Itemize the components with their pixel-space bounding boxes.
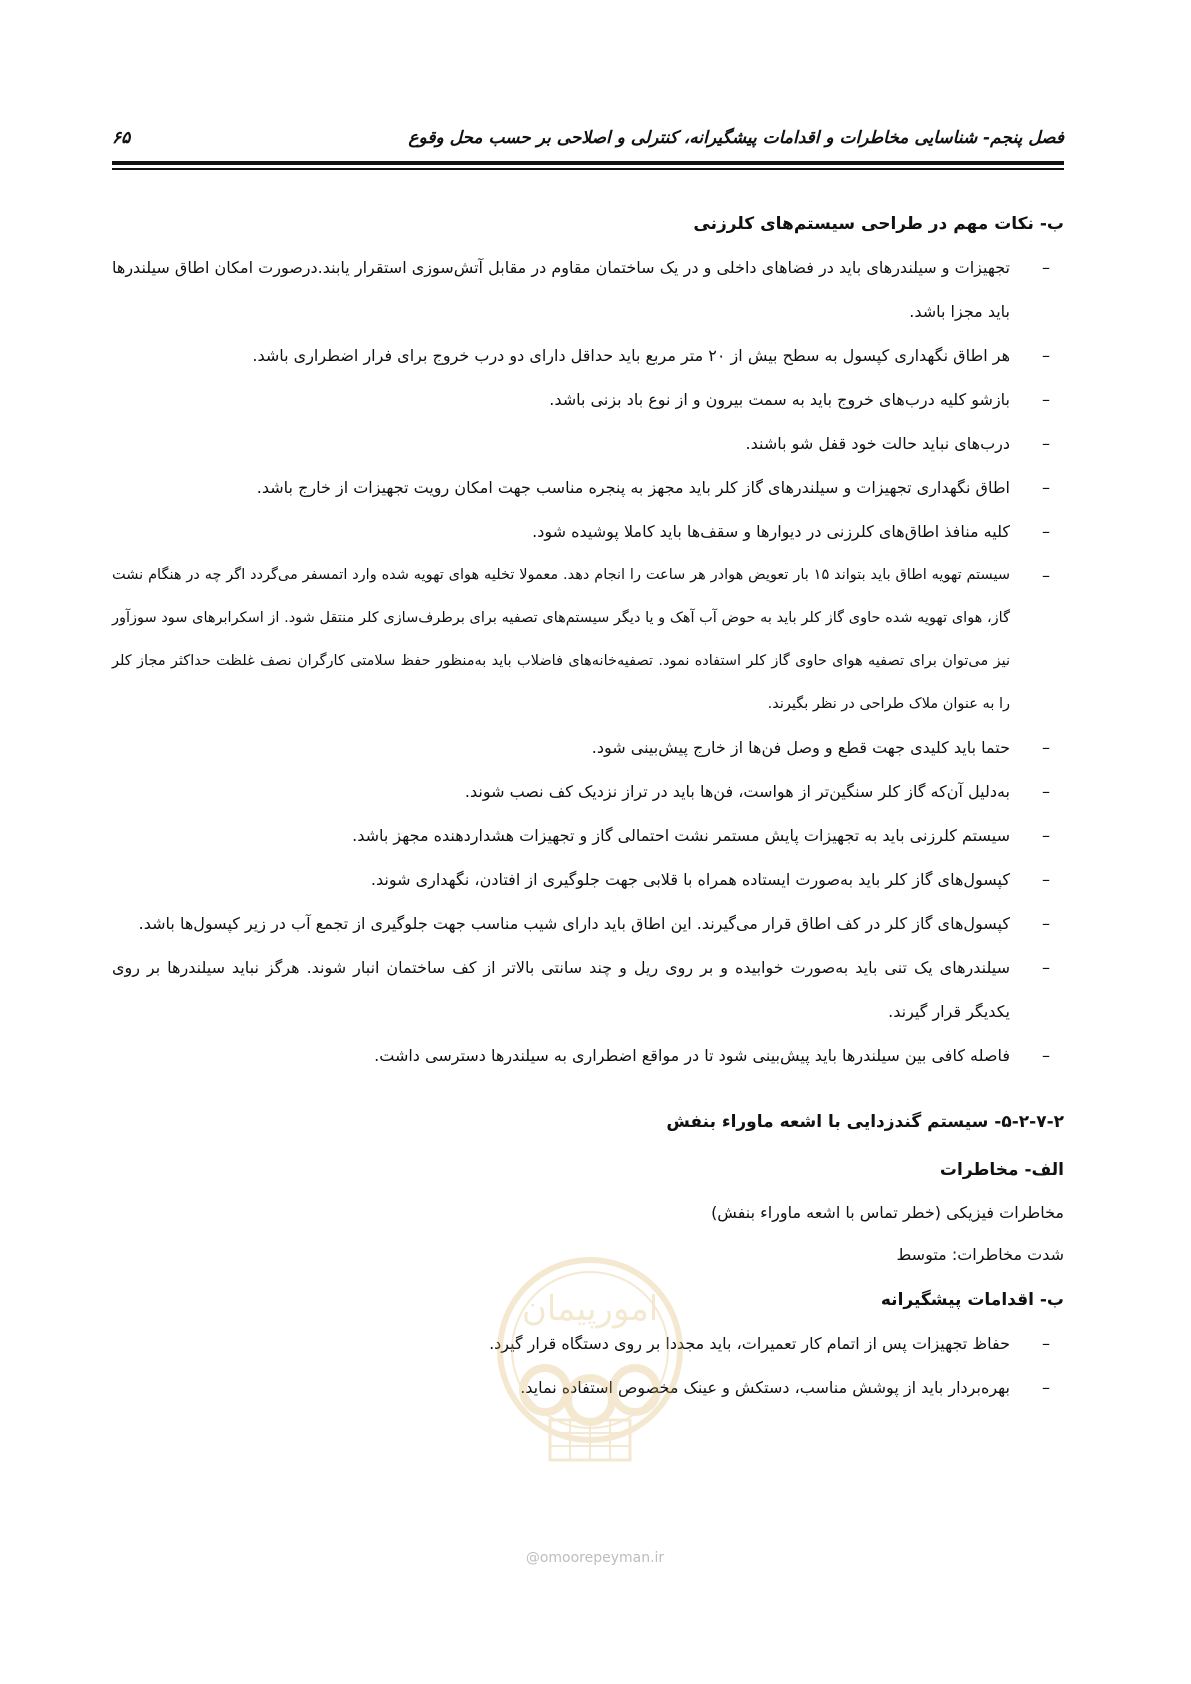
page-number: ۶۵	[112, 128, 131, 148]
dash-bullet: –	[1042, 390, 1050, 409]
list-item: – حتما باید کلیدی جهت قطع و وصل فن‌ها از خارج پیش‌بینی شود.	[112, 726, 1064, 770]
section-b-heading: ب- نکات مهم در طراحی سیستم‌های کلرزنی	[693, 214, 1064, 234]
list-item: – فاصله کافی بین سیلندرها باید پیش‌بینی شود تا در مواقع اضطراری به سیلندرها دسترسی داشت.	[112, 1034, 1064, 1078]
list-item: – سیستم تهویه اطاق باید بتواند ۱۵ بار تعویض هوادر هر ساعت را انجام دهد. معمولا تخلیه هوای تهویه شده وارد اتمسفر می‌گردد اگر چه در هنگام نشت گاز، هوای تهویه شده حاوی گاز کلر باید به حوض آب آهک و یا دیگر سیستم‌های تصفیه برای برطرف‌سازی کلر منتقل شود. از اسکرابرهای سود سوزآور نیز می‌توان برای تصفیه هوای حاوی گاز کلر استفاده نمود. تصفیه‌خانه‌های فاضلاب باید به‌منظور حفظ سلامتی کارگران نصف غلظت حداکثر مجاز کلر را به عنوان ملاک طراحی در نظر بگیرند.	[112, 554, 1064, 726]
list-item: – هر اطاق نگهداری کپسول به سطح بیش از ۲۰ متر مربع باید حداقل دارای دو درب خروج برای فرار اضطراری باشد.	[112, 334, 1064, 378]
header-rule-thick	[112, 161, 1064, 165]
prevention-heading: ب- اقدامات پیشگیرانه	[880, 1290, 1064, 1310]
list-item: – سیلندرهای یک تنی باید به‌صورت خوابیده و بر روی ریل و چند سانتی بالاتر از کف ساختمان انبار شوند. هرگز نباید سیلندرها بر روی یکدیگر قرار گیرند.	[112, 946, 1064, 1034]
dash-bullet: –	[1042, 434, 1050, 453]
dash-bullet: –	[1042, 1046, 1050, 1065]
dash-bullet: –	[1042, 826, 1050, 845]
list-item: – درب‌های نباید حالت خود قفل شو باشند.	[112, 422, 1064, 466]
dash-bullet: –	[1042, 958, 1050, 977]
dash-bullet: –	[1042, 346, 1050, 365]
watermark-logo-text: امورپیمان	[521, 1289, 659, 1329]
chapter-title: فصل پنجم- شناسایی مخاطرات و اقدامات پیشگیرانه، کنترلی و اصلاحی بر حسب محل وقوع	[408, 128, 1064, 148]
section-uv-heading: ۵-۲-۷-۲- سیستم گندزدایی با اشعه ماوراء بنفش	[666, 1112, 1064, 1132]
dash-bullet: –	[1042, 914, 1050, 933]
hazard-severity: شدت مخاطرات: متوسط	[896, 1245, 1064, 1264]
list-item: – بهره‌بردار باید از پوشش مناسب، دستکش و عینک مخصوص استفاده نماید.	[112, 1366, 1064, 1410]
hazards-heading: الف- مخاطرات	[939, 1160, 1064, 1180]
watermark-logo-icon	[490, 1250, 690, 1490]
dash-bullet: –	[1042, 870, 1050, 889]
dash-bullet: –	[1042, 1334, 1050, 1353]
list-item: – حفاظ تجهیزات پس از اتمام کار تعمیرات، باید مجددا بر روی دستگاه قرار گیرد.	[112, 1322, 1064, 1366]
hazard-type: مخاطرات فیزیکی (خطر تماس با اشعه ماوراء بنفش)	[711, 1203, 1064, 1222]
dash-bullet: –	[1042, 522, 1050, 541]
list-item: – کپسول‌های گاز کلر باید به‌صورت ایستاده همراه با قلابی جهت جلوگیری از افتادن، نگهداری شوند.	[112, 858, 1064, 902]
list-item: – بازشو کلیه درب‌های خروج باید به سمت بیرون و از نوع باد بزنی باشد.	[112, 378, 1064, 422]
list-item: – سیستم کلرزنی باید به تجهیزات پایش مستمر نشت احتمالی گاز و تجهیزات هشداردهنده مجهز باشد.	[112, 814, 1064, 858]
dash-bullet: –	[1042, 258, 1050, 277]
list-item: – به‌دلیل آن‌که گاز کلر سنگین‌تر از هواست، فن‌ها باید در تراز نزدیک کف نصب شوند.	[112, 770, 1064, 814]
list-item: – اطاق نگهداری تجهیزات و سیلندرهای گاز کلر باید مجهز به پنجره مناسب جهت امکان رویت تجهیزات از خارج باشد.	[112, 466, 1064, 510]
dash-bullet: –	[1042, 1378, 1050, 1397]
page-content	[112, 214, 1064, 1410]
header-rule-thin	[112, 168, 1064, 170]
list-item: – کلیه منافذ اطاق‌های کلرزنی در دیوارها و سقف‌ها باید کاملا پوشیده شود.	[112, 510, 1064, 554]
list-item: – کپسول‌های گاز کلر در کف اطاق قرار می‌گیرند. این اطاق باید دارای شیب مناسب جهت جلوگیری از تجمع آب در زیر کپسول‌ها باشد.	[112, 902, 1064, 946]
list-item: – تجهیزات و سیلندرهای باید در فضاهای داخلی و در یک ساختمان مقاوم در مقابل آتش‌سوزی استقرار یابند.درصورت امکان اطاق سیلندرها باید مجزا باشد.	[112, 246, 1064, 334]
dash-bullet: –	[1042, 782, 1050, 801]
chlorination-design-list	[112, 246, 1064, 1078]
dash-bullet: –	[1042, 738, 1050, 757]
dash-bullet: –	[1042, 566, 1050, 585]
watermark-url: @omoorepeyman.ir	[525, 1550, 665, 1566]
dash-bullet: –	[1042, 478, 1050, 497]
page-header	[112, 124, 1064, 156]
